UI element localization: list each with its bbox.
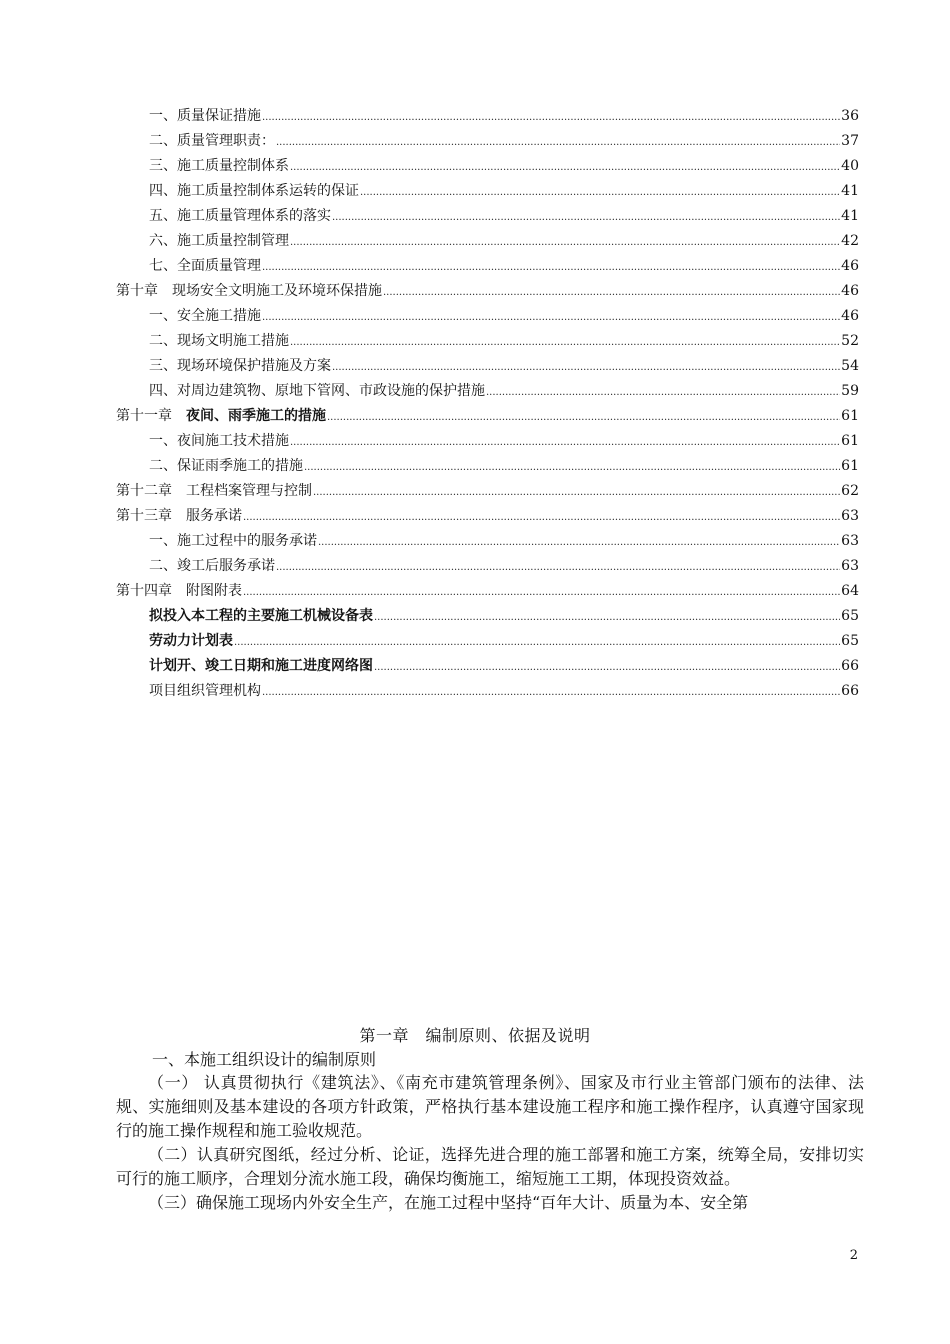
toc-entry-page: 64 [841, 583, 859, 599]
toc-entry-label: 第十四章 附图附表 [116, 583, 242, 599]
toc-leader-dots [290, 161, 840, 175]
toc-entry[interactable] [116, 475, 859, 500]
toc-entry-page: 61 [841, 458, 859, 474]
toc-entry-page: 36 [841, 108, 859, 124]
toc-entry-label: 第十二章 工程档案管理与控制 [116, 483, 312, 499]
toc-entry-label: 第十章 现场安全文明施工及环境环保措施 [116, 283, 382, 299]
toc-entry[interactable] [116, 500, 859, 525]
toc-entry-label: 二、现场文明施工措施 [149, 333, 289, 349]
toc-entry[interactable] [116, 375, 859, 400]
toc-entry-page: 37 [841, 133, 859, 149]
toc-entry-label: 第十一章 夜间、雨季施工的措施 [116, 408, 326, 424]
toc-entry[interactable] [116, 525, 859, 550]
toc-entry-label: 计划开、竣工日期和施工进度网络图 [149, 658, 373, 674]
toc-entry-page: 46 [841, 258, 859, 274]
toc-entry[interactable] [116, 300, 859, 325]
toc-entry-page: 46 [841, 308, 859, 324]
toc-leader-dots [262, 261, 840, 275]
toc-leader-dots [276, 561, 840, 575]
toc-entry[interactable] [116, 450, 859, 475]
toc-leader-dots [304, 461, 840, 475]
toc-entry-label: 七、全面质量管理 [149, 258, 261, 274]
toc-entry[interactable] [116, 225, 859, 250]
toc-entry-label: 三、现场环境保护措施及方案 [149, 358, 331, 374]
toc-leader-dots [243, 586, 840, 600]
toc-entry-label: 劳动力计划表 [149, 633, 233, 649]
paragraph-1: （一） 认真贯彻执行《建筑法》、《南充市建筑管理条例》、国家及市行业主管部门颁布的法律、法规、实施细则及基本建设的各项方针政策，严格执行基本建设施工程序和施工操作程序，认真遵守国家现行的施工操作规程和施工验收规范。 [116, 1073, 864, 1140]
toc-entry[interactable] [116, 350, 859, 375]
toc-leader-dots [262, 311, 840, 325]
toc-entry-label: 项目组织管理机构 [149, 683, 261, 699]
toc-entry-label: 二、保证雨季施工的措施 [149, 458, 303, 474]
toc-entry-label: 二、竣工后服务承诺 [149, 558, 275, 574]
toc-leader-dots [332, 361, 840, 375]
toc-entry[interactable] [116, 175, 859, 200]
toc-entry-label: 第十三章 服务承诺 [116, 508, 242, 524]
toc-entry-label: 三、施工质量控制体系 [149, 158, 289, 174]
toc-entry-label: 四、施工质量控制体系运转的保证 [149, 183, 359, 199]
toc-entry-page: 63 [841, 558, 859, 574]
toc-leader-dots [234, 636, 840, 650]
toc-leader-dots [276, 136, 840, 150]
toc-leader-dots [262, 686, 840, 700]
toc-leader-dots [290, 336, 840, 350]
toc-entry-label: 四、对周边建筑物、原地下管网、市政设施的保护措施 [149, 383, 485, 399]
toc-leader-dots [383, 286, 840, 300]
toc-entry[interactable] [116, 200, 859, 225]
toc-entry-page: 41 [841, 208, 859, 224]
body-text [116, 1071, 864, 1215]
paragraph-3: （三）确保施工现场内外安全生产，在施工过程中坚持“百年大计、质量为本、安全第 [148, 1193, 749, 1212]
toc-entry[interactable] [116, 675, 859, 700]
toc-entry-page: 63 [841, 533, 859, 549]
toc-entry[interactable] [116, 275, 859, 300]
toc-entry[interactable] [116, 425, 859, 450]
toc-leader-dots [360, 186, 840, 200]
toc-entry-label: 五、施工质量管理体系的落实 [149, 208, 331, 224]
toc-leader-dots [313, 486, 840, 500]
table-of-contents [116, 100, 859, 700]
paragraph-2: （二）认真研究图纸，经过分析、论证，选择先进合理的施工部署和施工方案，统筹全局，安排切实可行的施工顺序，合理划分流水施工段，确保均衡施工，缩短施工工期，体现投资效益。 [116, 1145, 864, 1188]
toc-entry-label: 六、施工质量控制管理 [149, 233, 289, 249]
toc-entry[interactable] [116, 250, 859, 275]
toc-entry-label: 一、质量保证措施 [149, 108, 261, 124]
toc-leader-dots [327, 411, 840, 425]
page-number: 2 [849, 1248, 858, 1263]
toc-entry-page: 61 [841, 433, 859, 449]
toc-entry[interactable] [116, 150, 859, 175]
toc-entry[interactable] [116, 125, 859, 150]
toc-entry-label: 拟投入本工程的主要施工机械设备表 [149, 608, 373, 624]
toc-entry-page: 61 [841, 408, 859, 424]
toc-leader-dots [318, 536, 840, 550]
toc-leader-dots [290, 236, 840, 250]
toc-entry-page: 59 [841, 383, 859, 399]
toc-entry-page: 46 [841, 283, 859, 299]
toc-leader-dots [262, 111, 840, 125]
toc-leader-dots [374, 661, 840, 675]
toc-entry-label: 一、夜间施工技术措施 [149, 433, 289, 449]
toc-entry-page: 62 [841, 483, 859, 499]
toc-entry-label: 一、施工过程中的服务承诺 [149, 533, 317, 549]
toc-entry-page: 41 [841, 183, 859, 199]
toc-entry-page: 65 [841, 633, 859, 649]
toc-entry-page: 40 [841, 158, 859, 174]
toc-leader-dots [243, 511, 840, 525]
toc-entry-page: 52 [841, 333, 859, 349]
section-heading: 一、本施工组织设计的编制原则 [152, 1050, 377, 1069]
toc-entry[interactable] [116, 400, 859, 425]
toc-leader-dots [374, 611, 840, 625]
toc-leader-dots [332, 211, 840, 225]
toc-entry-label: 一、安全施工措施 [149, 308, 261, 324]
toc-entry-label: 二、质量管理职责： [149, 133, 275, 149]
toc-entry[interactable] [116, 575, 859, 600]
toc-entry-page: 66 [841, 683, 859, 699]
toc-entry-page: 66 [841, 658, 859, 674]
toc-entry-page: 54 [841, 358, 859, 374]
toc-entry[interactable] [116, 550, 859, 575]
chapter-title: 第一章 编制原则、依据及说明 [359, 1026, 591, 1045]
toc-leader-dots [290, 436, 840, 450]
toc-entry[interactable] [116, 600, 859, 625]
toc-entry[interactable] [116, 625, 859, 650]
toc-entry[interactable] [116, 325, 859, 350]
toc-leader-dots [486, 386, 840, 400]
toc-entry[interactable] [116, 100, 859, 125]
toc-entry-page: 42 [841, 233, 859, 249]
toc-entry[interactable] [116, 650, 859, 675]
toc-entry-page: 63 [841, 508, 859, 524]
toc-entry-page: 65 [841, 608, 859, 624]
